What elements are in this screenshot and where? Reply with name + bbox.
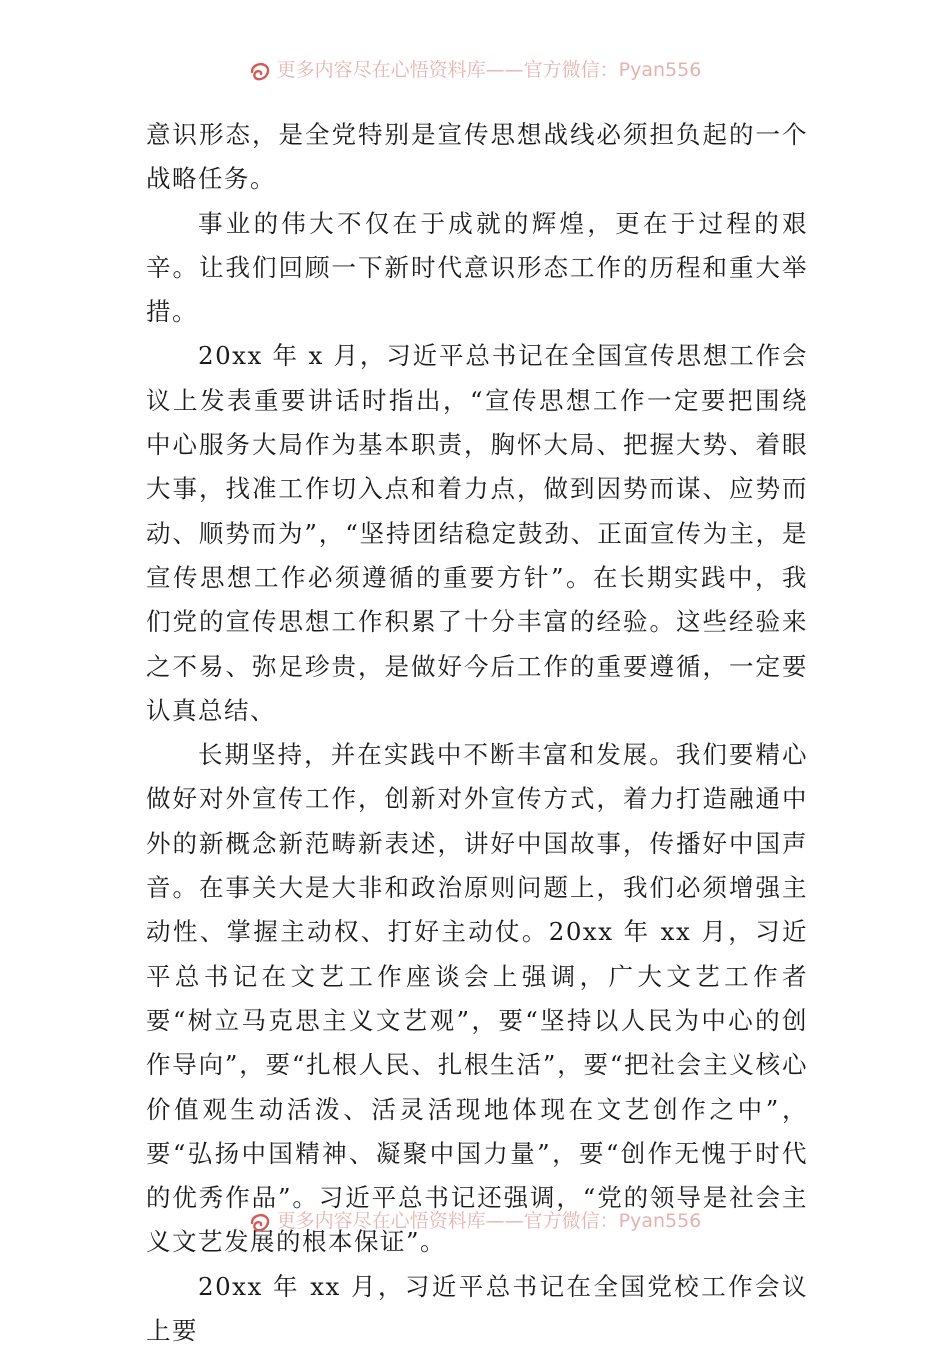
- paragraph: 意识形态，是全党特别是宣传思想战线必须担负起的一个战略任务。: [146, 120, 808, 194]
- watermark-text: 更多内容尽在心悟资料库——官方微信：Pyan556: [276, 59, 702, 81]
- logo-icon: [249, 60, 271, 82]
- watermark-footer: [0, 1206, 950, 1236]
- paragraph: 长期坚持，并在实践中不断丰富和发展。我们要精心做好对外宣传工作，创新对外宣传方式，着力打造融通中外的新概念新范畴新表述，讲好中国故事，传播好中国声音。在事关大是大非和政治原则问题上，我们必须增强主动性、掌握主动权、打好主动仗。20xx 年 xx 月，习近平总书记在文艺工作座谈会上强调，广大文艺工作者要“树立马克思主义文艺观”，要“坚持以人民为中心的创作导向”，要“扎根人民、扎根生活”，要“把社会主义核心价值观生动活泼、活灵活现地体现在文艺创作之中”，要“弘扬中国精神、凝聚中国力量”，要“创作无愧于时代的优秀作品”。习近平总书记还强调，“党的领导是社会主义文艺发展的根本保证”。: [146, 740, 808, 1257]
- logo-icon: [249, 1211, 271, 1233]
- paragraph: 事业的伟大不仅在于成就的辉煌，更在于过程的艰辛。让我们回顾一下新时代意识形态工作的历程和重大举措。: [146, 208, 808, 327]
- watermark-text: 更多内容尽在心悟资料库——官方微信：Pyan556: [276, 1210, 702, 1232]
- paragraph: 20xx 年 x 月，习近平总书记在全国宣传思想工作会议上发表重要讲话时指出，“宣传思想工作一定要把围绕中心服务大局作为基本职责，胸怀大局、把握大势、着眼大事，找准工作切入点和着力点，做到因势而谋、应势而动、顺势而为”，“坚持团结稳定鼓劲、正面宣传为主，是宣传思想工作必须遵循的重要方针”。在长期实践中，我们党的宣传思想工作积累了十分丰富的经验。这些经验来之不易、弥足珍贵，是做好今后工作的重要遵循，一定要认真总结、: [146, 341, 808, 725]
- watermark-header: [0, 55, 950, 85]
- document-body: [146, 113, 808, 1353]
- paragraph: 20xx 年 xx 月，习近平总书记在全国党校工作会议上要: [146, 1271, 808, 1346]
